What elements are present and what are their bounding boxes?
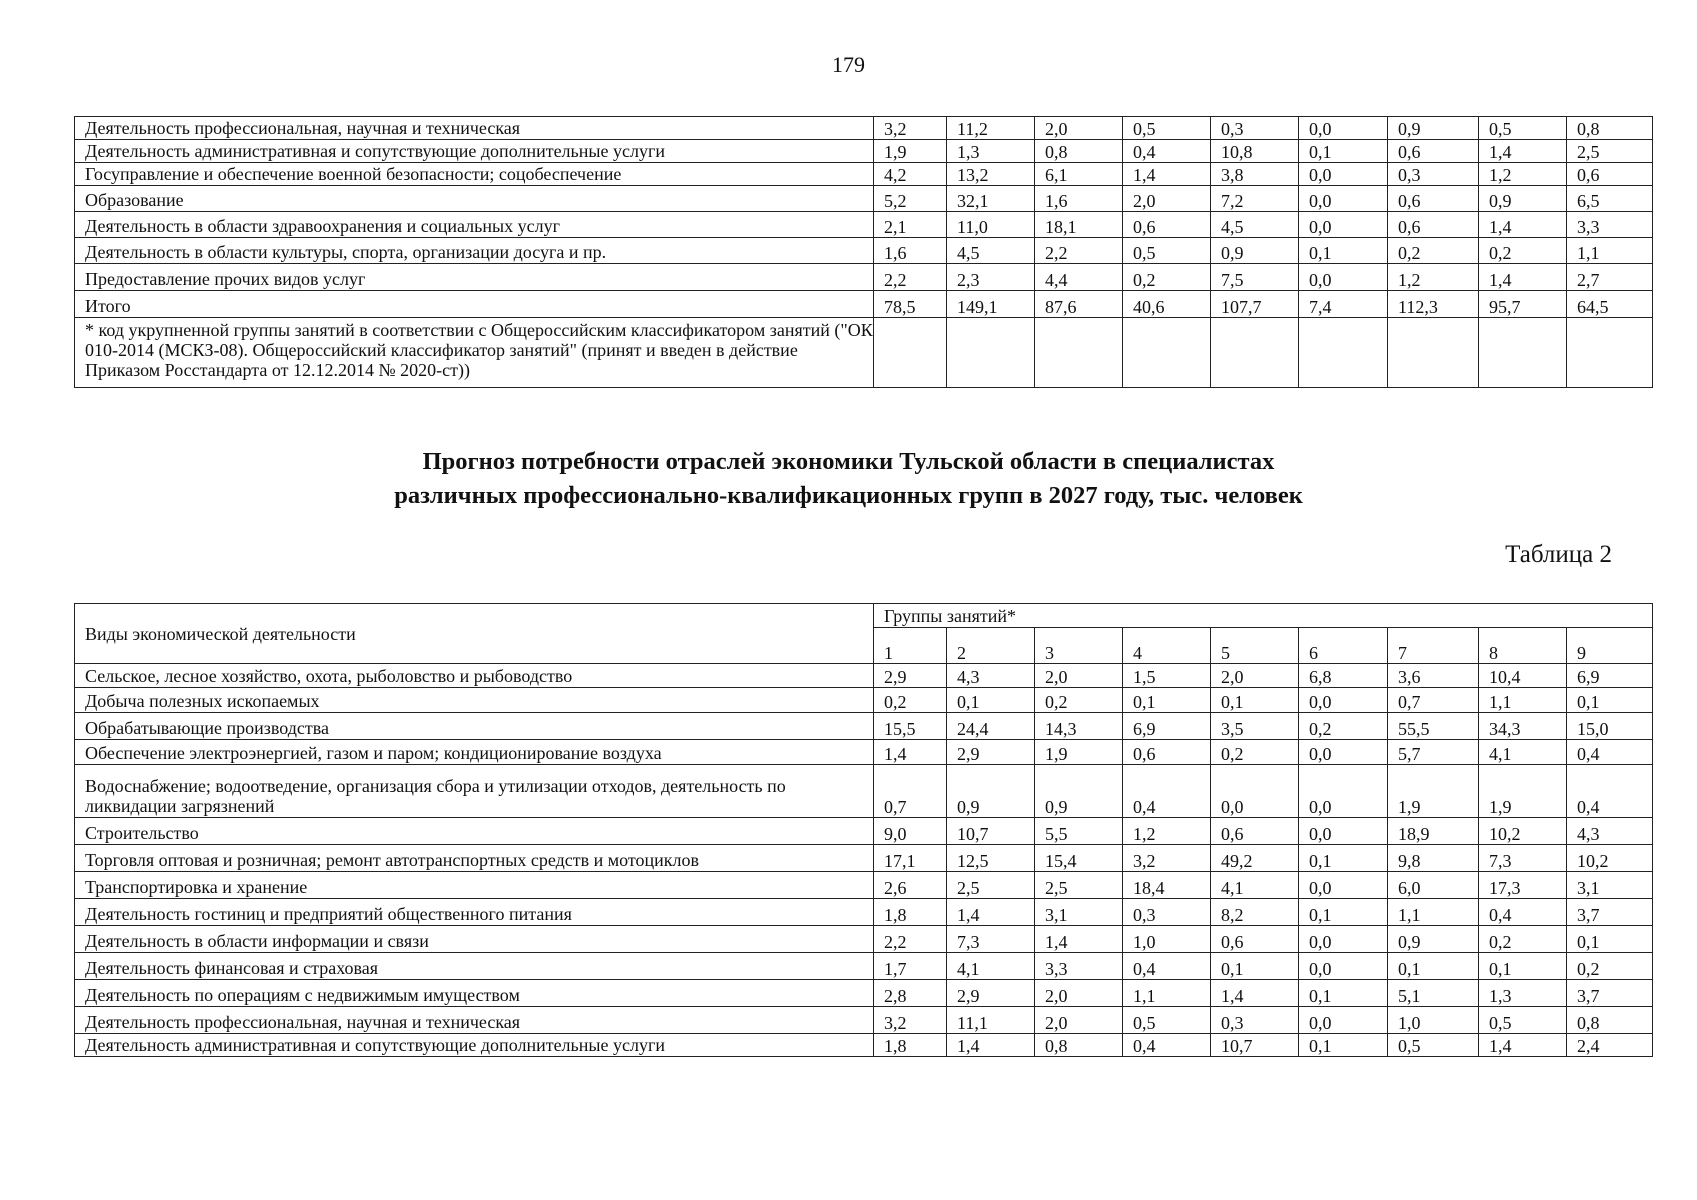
- table-cell: 34,3: [1479, 713, 1567, 740]
- row-label: Сельское, лесное хозяйство, охота, рыболовство и рыбоводство: [75, 664, 874, 688]
- table-cell: 2,0: [1035, 980, 1123, 1007]
- table-cell: 4,1: [947, 953, 1035, 980]
- table-cell: 0,4: [1567, 740, 1653, 765]
- table-cell: 49,2: [1211, 845, 1299, 872]
- group-number: 9: [1567, 628, 1653, 664]
- table-cell: 3,1: [1035, 899, 1123, 926]
- table-row: [75, 186, 1653, 212]
- table-cell: 10,7: [1211, 1034, 1299, 1057]
- page-number: 179: [832, 52, 865, 77]
- row-label: Деятельность гостиниц и предприятий общественного питания: [75, 899, 874, 926]
- table-cell: 6,9: [1123, 713, 1211, 740]
- table-cell: 2,5: [1567, 140, 1653, 163]
- table-2: [74, 603, 1653, 1057]
- table-cell: 95,7: [1479, 291, 1567, 318]
- table-cell: 6,0: [1388, 872, 1479, 899]
- table-cell: 1,8: [874, 1034, 947, 1057]
- row-label: Итого: [75, 291, 874, 318]
- table-cell: 6,9: [1567, 664, 1653, 688]
- table-cell: 64,5: [1567, 291, 1653, 318]
- table-cell: 2,0: [1035, 1007, 1123, 1034]
- table-row: [75, 872, 1653, 899]
- table-row: [75, 688, 1653, 713]
- table-cell: 0,2: [1123, 264, 1211, 291]
- table-cell: 4,3: [1567, 818, 1653, 845]
- table-cell: 2,5: [947, 872, 1035, 899]
- group-number: 4: [1123, 628, 1211, 664]
- header-activity: Виды экономической деятельности: [75, 604, 874, 664]
- table-cell: 2,4: [1567, 1034, 1653, 1057]
- table-cell: 2,6: [874, 872, 947, 899]
- table-cell: 1,0: [1388, 1007, 1479, 1034]
- table-cell: 2,2: [874, 264, 947, 291]
- table-cell: 6,1: [1035, 163, 1123, 186]
- table-cell: 0,6: [1388, 186, 1479, 212]
- table-row: [75, 818, 1653, 845]
- table-cell: 17,1: [874, 845, 947, 872]
- footnote: * код укрупненной группы занятий в соответствии с Общероссийским классификатором занятий ("ОК 010-2014 (МСКЗ-08). Общероссийский классификатор занятий" (принят и введен в действие Приказом Росстандарта от 12.12.2014 № 2020-ст)): [75, 318, 874, 388]
- table-cell: 2,0: [1035, 664, 1123, 688]
- table-cell: 0,5: [1479, 117, 1567, 140]
- table-cell: 0,2: [1479, 926, 1567, 953]
- table-cell: 0,3: [1123, 899, 1211, 926]
- table-cell: 0,0: [1299, 117, 1388, 140]
- table-cell: 0,1: [1299, 238, 1388, 264]
- table-cell: 2,3: [947, 264, 1035, 291]
- table-cell: 0,0: [1299, 926, 1388, 953]
- table-cell: 15,5: [874, 713, 947, 740]
- table-cell: 0,1: [1299, 1034, 1388, 1057]
- table-cell: 0,9: [1388, 926, 1479, 953]
- group-number: 1: [874, 628, 947, 664]
- table-cell: 1,9: [1035, 740, 1123, 765]
- table-cell: 1,4: [947, 899, 1035, 926]
- table-cell: 0,6: [1123, 740, 1211, 765]
- table-cell: 18,1: [1035, 212, 1123, 238]
- table-cell: 0,9: [1388, 117, 1479, 140]
- table-cell: 1,9: [1479, 765, 1567, 818]
- table-cell: 0,4: [1123, 140, 1211, 163]
- table-cell: 3,7: [1567, 899, 1653, 926]
- table-cell: 0,6: [1567, 163, 1653, 186]
- table-cell: 1,4: [1035, 926, 1123, 953]
- table-cell: 0,5: [1123, 238, 1211, 264]
- table-cell: 2,2: [1035, 238, 1123, 264]
- group-number: 5: [1211, 628, 1299, 664]
- table-cell: 0,2: [1567, 953, 1653, 980]
- table-cell: 2,1: [874, 212, 947, 238]
- table-row: [75, 713, 1653, 740]
- table-cell: 0,4: [1123, 1034, 1211, 1057]
- table-cell: 7,5: [1211, 264, 1299, 291]
- row-label: Образование: [75, 186, 874, 212]
- table-cell: 1,7: [874, 953, 947, 980]
- table-cell: 5,2: [874, 186, 947, 212]
- group-number: 6: [1299, 628, 1388, 664]
- table-cell: 1,2: [1479, 163, 1567, 186]
- table-cell: 1,1: [1479, 688, 1567, 713]
- table-cell: 7,3: [1479, 845, 1567, 872]
- table-cell: 0,0: [1211, 765, 1299, 818]
- table-cell: 1,6: [1035, 186, 1123, 212]
- table-cell: 1,2: [1388, 264, 1479, 291]
- row-label: Предоставление прочих видов услуг: [75, 264, 874, 291]
- row-label: Деятельность финансовая и страховая: [75, 953, 874, 980]
- table-row: [75, 926, 1653, 953]
- table-cell: 11,1: [947, 1007, 1035, 1034]
- table-row: [75, 740, 1653, 765]
- table-cell: 0,1: [1567, 688, 1653, 713]
- table-cell: 0,0: [1299, 765, 1388, 818]
- table-cell: 10,7: [947, 818, 1035, 845]
- table-cell: 3,2: [874, 1007, 947, 1034]
- table-cell: 0,0: [1299, 186, 1388, 212]
- group-number: 7: [1388, 628, 1479, 664]
- table-cell: 6,5: [1567, 186, 1653, 212]
- table-cell: 8,2: [1211, 899, 1299, 926]
- table-cell: 0,1: [1299, 140, 1388, 163]
- row-label: Обеспечение электроэнергией, газом и паром; кондиционирование воздуха: [75, 740, 874, 765]
- table-cell: 1,9: [874, 140, 947, 163]
- row-label: Госуправление и обеспечение военной безопасности; соцобеспечение: [75, 163, 874, 186]
- group-number: 3: [1035, 628, 1123, 664]
- table-cell: 0,0: [1299, 688, 1388, 713]
- table-cell: 0,6: [1211, 926, 1299, 953]
- table-cell: 13,2: [947, 163, 1035, 186]
- table-cell: 1,3: [947, 140, 1035, 163]
- table-cell: 24,4: [947, 713, 1035, 740]
- table-row: [75, 1034, 1653, 1057]
- table-cell: 0,8: [1567, 117, 1653, 140]
- table-cell: 0,0: [1299, 740, 1388, 765]
- row-label: Строительство: [75, 818, 874, 845]
- table-cell: 0,0: [1299, 264, 1388, 291]
- table-cell: 1,4: [1123, 163, 1211, 186]
- row-label: Водоснабжение; водоотведение, организация сбора и утилизации отходов, деятельность по ликвидации загрязнений: [75, 765, 874, 818]
- table-cell: 9,0: [874, 818, 947, 845]
- group-number: 2: [947, 628, 1035, 664]
- heading-line-2: различных профессионально-квалификационных групп в 2027 году, тыс. человек: [394, 482, 1303, 509]
- table-cell: 0,5: [1123, 117, 1211, 140]
- table-cell: 1,2: [1123, 818, 1211, 845]
- table-cell: 2,5: [1035, 872, 1123, 899]
- table-cell: 2,8: [874, 980, 947, 1007]
- table-cell: 1,4: [1479, 264, 1567, 291]
- table-cell: 0,6: [1388, 212, 1479, 238]
- table-cell: 2,9: [874, 664, 947, 688]
- table-row: [75, 264, 1653, 291]
- table-cell: 9,8: [1388, 845, 1479, 872]
- table-cell: 0,1: [1567, 926, 1653, 953]
- table-cell: 0,6: [1123, 212, 1211, 238]
- table-cell: 11,0: [947, 212, 1035, 238]
- table-row: [75, 664, 1653, 688]
- table-cell: 15,4: [1035, 845, 1123, 872]
- table-cell: 149,1: [947, 291, 1035, 318]
- table-cell: 2,0: [1035, 117, 1123, 140]
- table-cell: 0,2: [874, 688, 947, 713]
- table-cell: 15,0: [1567, 713, 1653, 740]
- table-cell: 0,0: [1299, 953, 1388, 980]
- row-label: Деятельность в области здравоохранения и социальных услуг: [75, 212, 874, 238]
- table-cell: 1,4: [947, 1034, 1035, 1057]
- table-cell: 18,9: [1388, 818, 1479, 845]
- table-cell: 4,5: [947, 238, 1035, 264]
- table-cell: 1,8: [874, 899, 947, 926]
- table-cell: 1,5: [1123, 664, 1211, 688]
- table-row: [75, 291, 1653, 318]
- table-cell: 0,3: [1211, 1007, 1299, 1034]
- table-cell: 2,7: [1567, 264, 1653, 291]
- table-cell: 10,2: [1479, 818, 1567, 845]
- table-cell: 0,9: [1211, 238, 1299, 264]
- row-label: Деятельность профессиональная, научная и техническая: [75, 1007, 874, 1034]
- group-number: 8: [1479, 628, 1567, 664]
- table-cell: 0,0: [1299, 163, 1388, 186]
- table-row: [75, 1007, 1653, 1034]
- footnote-row: [75, 318, 1653, 388]
- table-cell: 0,0: [1299, 212, 1388, 238]
- table-cell: 0,9: [1035, 765, 1123, 818]
- table-cell: 40,6: [1123, 291, 1211, 318]
- table-cell: 3,6: [1388, 664, 1479, 688]
- row-label: Деятельность административная и сопутствующие дополнительные услуги: [75, 1034, 874, 1057]
- table-cell: 0,6: [1211, 818, 1299, 845]
- table-cell: 0,1: [1299, 845, 1388, 872]
- table-cell: 0,9: [1479, 186, 1567, 212]
- table-cell: 112,3: [1388, 291, 1479, 318]
- table-cell: 3,5: [1211, 713, 1299, 740]
- table-cell: 7,2: [1211, 186, 1299, 212]
- table-cell: 0,1: [1388, 953, 1479, 980]
- table-cell: 1,1: [1567, 238, 1653, 264]
- table-cell: 12,5: [947, 845, 1035, 872]
- table-cell: 0,2: [1479, 238, 1567, 264]
- table-cell: 3,8: [1211, 163, 1299, 186]
- table-cell: 0,1: [1123, 688, 1211, 713]
- table-cell: 1,3: [1479, 980, 1567, 1007]
- table-cell: 18,4: [1123, 872, 1211, 899]
- table-cell: 0,3: [1211, 117, 1299, 140]
- table-cell: 4,3: [947, 664, 1035, 688]
- table-cell: 0,1: [1299, 899, 1388, 926]
- table-cell: 0,3: [1388, 163, 1479, 186]
- table-cell: 32,1: [947, 186, 1035, 212]
- table-cell: 1,9: [1388, 765, 1479, 818]
- table-cell: 11,2: [947, 117, 1035, 140]
- row-label: Добыча полезных ископаемых: [75, 688, 874, 713]
- table-cell: 87,6: [1035, 291, 1123, 318]
- table-cell: 78,5: [874, 291, 947, 318]
- table-cell: 2,9: [947, 740, 1035, 765]
- table-row: [75, 953, 1653, 980]
- row-label: Деятельность профессиональная, научная и техническая: [75, 117, 874, 140]
- heading-line-1: Прогноз потребности отраслей экономики Тульской области в специалистах: [422, 448, 1275, 475]
- table-cell: 1,1: [1123, 980, 1211, 1007]
- table-cell: 0,0: [1299, 872, 1388, 899]
- table-cell: 0,4: [1123, 953, 1211, 980]
- table-cell: 0,1: [1211, 953, 1299, 980]
- table-cell: 3,3: [1035, 953, 1123, 980]
- table-cell: 7,3: [947, 926, 1035, 953]
- table-cell: 0,6: [1388, 140, 1479, 163]
- table-cell: 0,2: [1211, 740, 1299, 765]
- table-cell: 0,9: [947, 765, 1035, 818]
- table-cell: 7,4: [1299, 291, 1388, 318]
- table-row: [75, 212, 1653, 238]
- table-cell: 0,8: [1035, 1034, 1123, 1057]
- table-cell: 1,4: [1479, 140, 1567, 163]
- table-cell: 0,7: [1388, 688, 1479, 713]
- table-cell: 0,0: [1299, 818, 1388, 845]
- table-cell: 55,5: [1388, 713, 1479, 740]
- table-cell: 5,7: [1388, 740, 1479, 765]
- table-row: [75, 899, 1653, 926]
- table-cell: 0,2: [1035, 688, 1123, 713]
- table-cell: 1,6: [874, 238, 947, 264]
- table-cell: 0,1: [947, 688, 1035, 713]
- table-row: [75, 163, 1653, 186]
- table-row: [75, 238, 1653, 264]
- table-cell: 1,1: [1388, 899, 1479, 926]
- table-cell: 6,8: [1299, 664, 1388, 688]
- table-cell: 1,4: [1479, 1034, 1567, 1057]
- table-cell: 2,2: [874, 926, 947, 953]
- table-cell: 4,1: [1479, 740, 1567, 765]
- table-cell: 17,3: [1479, 872, 1567, 899]
- table-cell: 1,4: [1479, 212, 1567, 238]
- table-cell: 0,4: [1567, 765, 1653, 818]
- table-row: [75, 845, 1653, 872]
- table-cell: 10,4: [1479, 664, 1567, 688]
- table-row: [75, 980, 1653, 1007]
- row-label: Обрабатывающие производства: [75, 713, 874, 740]
- table-cell: 10,8: [1211, 140, 1299, 163]
- table-cell: 1,4: [874, 740, 947, 765]
- table-heading: [0, 445, 1697, 513]
- table-cell: 3,3: [1567, 212, 1653, 238]
- table-cell: 0,5: [1123, 1007, 1211, 1034]
- table-cell: 2,0: [1123, 186, 1211, 212]
- table-continued: [74, 116, 1653, 388]
- table-cell: 1,4: [1211, 980, 1299, 1007]
- row-label: Торговля оптовая и розничная; ремонт автотранспортных средств и мотоциклов: [75, 845, 874, 872]
- header-groups: Группы занятий*: [874, 604, 1653, 628]
- table-cell: 10,2: [1567, 845, 1653, 872]
- table-cell: 0,8: [1035, 140, 1123, 163]
- row-label: Деятельность по операциям с недвижимым имуществом: [75, 980, 874, 1007]
- table-row: [75, 765, 1653, 818]
- table-cell: 0,5: [1479, 1007, 1567, 1034]
- table-cell: 4,1: [1211, 872, 1299, 899]
- table-cell: 0,7: [874, 765, 947, 818]
- table-cell: 0,8: [1567, 1007, 1653, 1034]
- table-cell: 4,2: [874, 163, 947, 186]
- table-cell: 0,2: [1388, 238, 1479, 264]
- table-cell: 5,5: [1035, 818, 1123, 845]
- table-cell: 0,2: [1299, 713, 1388, 740]
- table-cell: 2,0: [1211, 664, 1299, 688]
- row-label: Деятельность в области информации и связи: [75, 926, 874, 953]
- row-label: Транспортировка и хранение: [75, 872, 874, 899]
- table-cell: 14,3: [1035, 713, 1123, 740]
- table-cell: 3,2: [874, 117, 947, 140]
- table-cell: 4,5: [1211, 212, 1299, 238]
- table-cell: 0,0: [1299, 1007, 1388, 1034]
- table-cell: 5,1: [1388, 980, 1479, 1007]
- table-cell: 0,1: [1479, 953, 1567, 980]
- table-caption: Таблица 2: [1505, 541, 1612, 568]
- table-row: [75, 117, 1653, 140]
- table-cell: 3,7: [1567, 980, 1653, 1007]
- table-cell: 2,9: [947, 980, 1035, 1007]
- table-cell: 0,4: [1123, 765, 1211, 818]
- table-cell: 4,4: [1035, 264, 1123, 291]
- table-cell: 3,1: [1567, 872, 1653, 899]
- row-label: Деятельность административная и сопутствующие дополнительные услуги: [75, 140, 874, 163]
- header-row-groups: [75, 604, 1653, 628]
- table-cell: 3,2: [1123, 845, 1211, 872]
- table-cell: 1,0: [1123, 926, 1211, 953]
- table-cell: 0,1: [1299, 980, 1388, 1007]
- table-cell: 107,7: [1211, 291, 1299, 318]
- row-label: Деятельность в области культуры, спорта, организации досуга и пр.: [75, 238, 874, 264]
- table-cell: 0,5: [1388, 1034, 1479, 1057]
- table-cell: 0,4: [1479, 899, 1567, 926]
- table-cell: 0,1: [1211, 688, 1299, 713]
- table-row: [75, 140, 1653, 163]
